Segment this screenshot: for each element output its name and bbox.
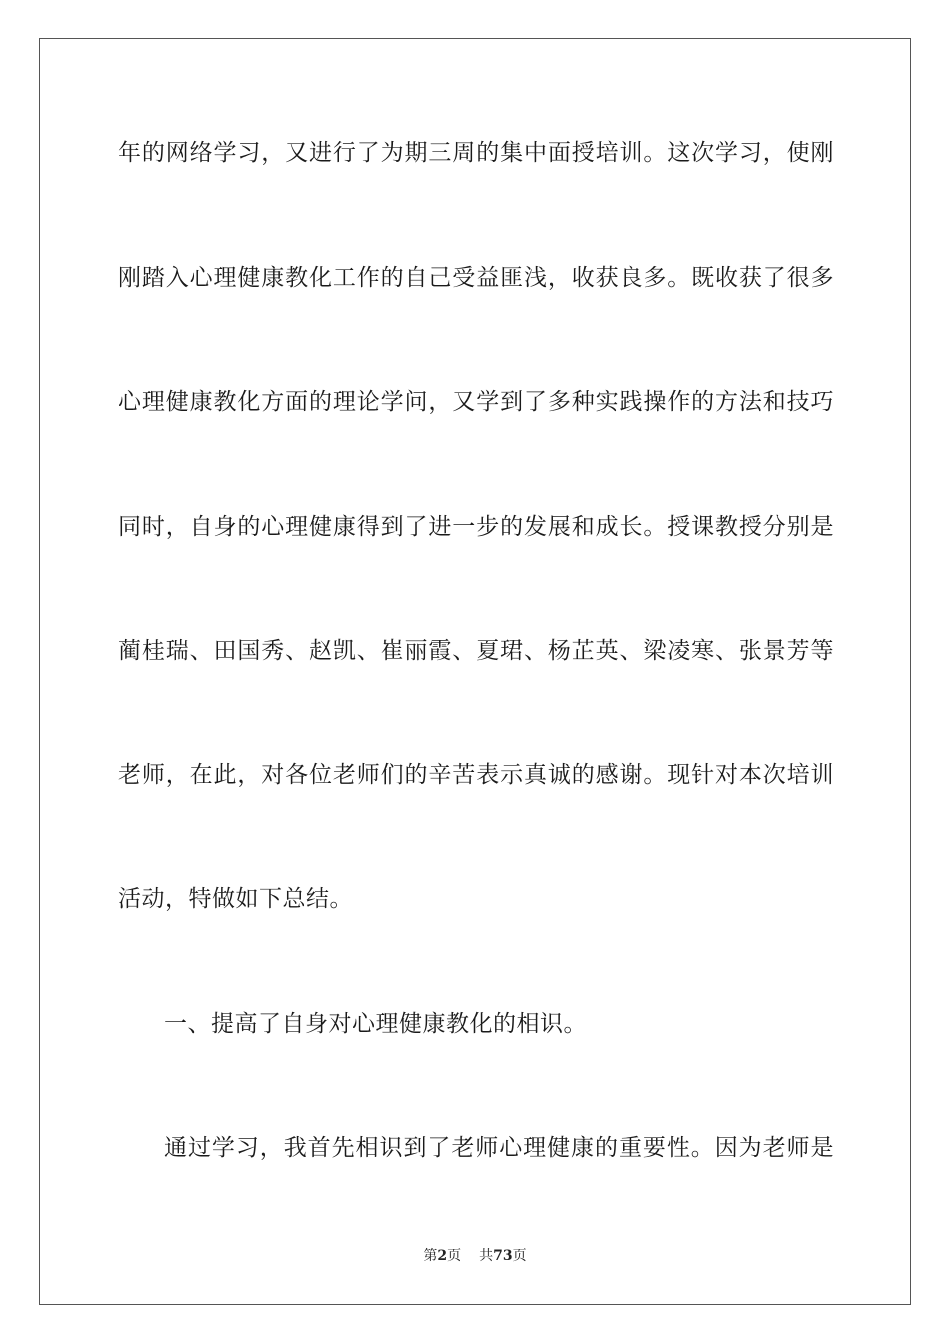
text-line-7: 活动，特做如下总结。 [118,886,353,912]
footer-page-number: 2 [437,1248,448,1264]
text-line-9: 通过学习，我首先相识到了老师心理健康的重要性。因为老师是 [164,1135,834,1161]
text-line-6: 老师，在此，对各位老师们的辛苦表示真诚的感谢。现针对本次培训 [118,762,834,788]
text-line-1: 年的网络学习，又进行了为期三周的集中面授培训。这次学习，使刚 [118,140,834,166]
text-line-5: 蔺桂瑞、田国秀、赵凯、崔丽霞、夏珺、杨芷英、梁凌寒、张景芳等 [118,638,834,664]
text-line-4: 同时，自身的心理健康得到了进一步的发展和成长。授课教授分别是 [118,514,834,540]
footer-total-pages: 73 [493,1248,513,1264]
footer-page-prefix: 第 [423,1248,438,1264]
text-line-2: 刚踏入心理健康教化工作的自己受益匪浅，收获良多。既收获了很多 [118,265,834,291]
text-line-3: 心理健康教化方面的理论学问，又学到了多种实践操作的方法和技巧 [118,389,834,415]
section-heading: 一、提高了自身对心理健康教化的相识。 [164,1011,587,1037]
footer-total-prefix: 共 [479,1248,494,1264]
page-footer [0,1247,950,1265]
footer-total-suffix: 页 [512,1248,527,1264]
footer-page-suffix: 页 [447,1248,462,1264]
page-border [39,38,911,1305]
